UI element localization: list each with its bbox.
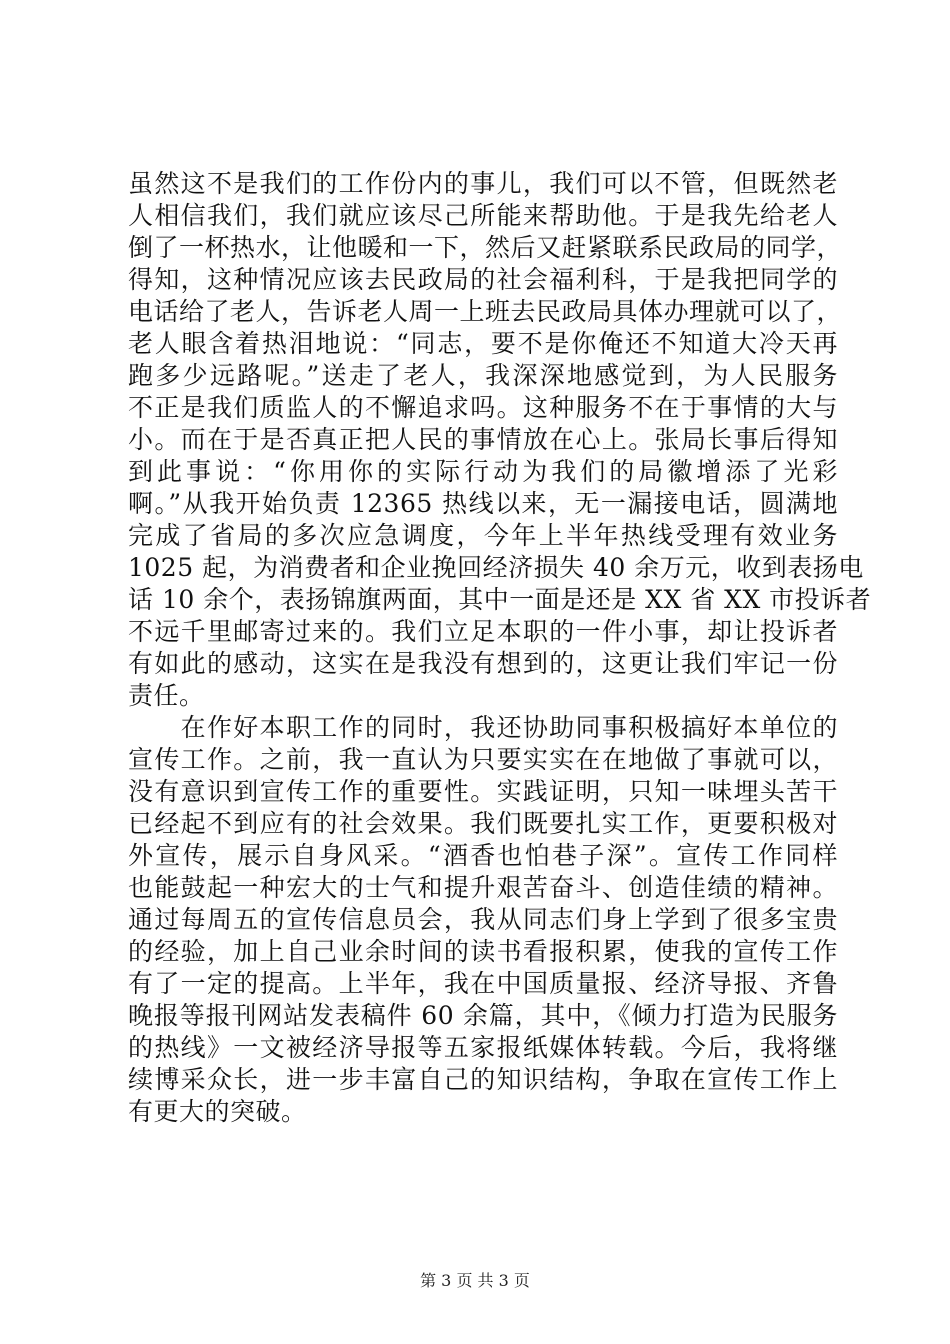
text-line: 有如此的感动，这实在是我没有想到的，这更让我们牢记一份 xyxy=(128,649,838,678)
text-line: 老人眼含着热泪地说：“同志，要不是你俺还不知道大冷天再 xyxy=(128,329,838,358)
text-line: 啊。”从我开始负责 12365 热线以来，无一漏接电话，圆满地 xyxy=(128,489,838,518)
text-line: 不远千里邮寄过来的。我们立足本职的一件小事，却让投诉者 xyxy=(128,617,838,646)
text-line: 责任。 xyxy=(128,681,205,710)
text-line: 倒了一杯热水，让他暖和一下，然后又赶紧联系民政局的同学， xyxy=(128,233,843,262)
page-number-footer: 第 3 页 共 3 页 xyxy=(420,1271,530,1290)
text-line: 得知，这种情况应该去民政局的社会福利科，于是我把同学的 xyxy=(128,265,838,294)
text-line: 完成了省局的多次应急调度，今年上半年热线受理有效业务 xyxy=(128,521,838,550)
text-line: 续博采众长，进一步丰富自己的知识结构，争取在宣传工作上 xyxy=(128,1065,838,1094)
text-line: 小。而在于是否真正把人民的事情放在心上。张局长事后得知 xyxy=(128,425,838,454)
text-line: 不正是我们质监人的不懈追求吗。这种服务不在于事情的大与 xyxy=(128,393,838,422)
text-line: 到此事说：“你用你的实际行动为我们的局徽增添了光彩 xyxy=(128,457,838,486)
text-line: 电话给了老人，告诉老人周一上班去民政局具体办理就可以了， xyxy=(128,297,843,326)
text-line: 没有意识到宣传工作的重要性。实践证明，只知一味埋头苦干 xyxy=(128,777,838,806)
text-line: 有了一定的提高。上半年，我在中国质量报、经济导报、齐鲁 xyxy=(128,969,838,998)
text-line: 的热线》一文被经济导报等五家报纸媒体转载。今后，我将继 xyxy=(128,1033,838,1062)
text-line: 也能鼓起一种宏大的士气和提升艰苦奋斗、创造佳绩的精神。 xyxy=(128,873,838,902)
text-line: 1025 起，为消费者和企业挽回经济损失 40 余万元，收到表扬电 xyxy=(128,553,864,582)
text-line: 已经起不到应有的社会效果。我们既要扎实工作，更要积极对 xyxy=(128,809,838,838)
body-text xyxy=(128,168,872,1128)
text-line: 通过每周五的宣传信息员会，我从同志们身上学到了很多宝贵 xyxy=(128,905,838,934)
text-line: 人相信我们，我们就应该尽己所能来帮助他。于是我先给老人 xyxy=(128,201,838,230)
text-line: 在作好本职工作的同时，我还协助同事积极搞好本单位的 xyxy=(128,713,838,742)
text-line: 有更大的突破。 xyxy=(128,1097,307,1126)
text-line: 跑多少远路呢。”送走了老人，我深深地感觉到，为人民服务 xyxy=(128,361,838,390)
text-line: 宣传工作。之前，我一直认为只要实实在在地做了事就可以， xyxy=(128,745,838,774)
text-line: 话 10 余个，表扬锦旗两面，其中一面是还是 XX 省 XX 市投诉者 xyxy=(128,585,872,614)
text-line: 的经验，加上自己业余时间的读书看报积累，使我的宣传工作 xyxy=(128,937,838,966)
text-line: 外宣传，展示自身风采。“酒香也怕巷子深”。宣传工作同样 xyxy=(128,841,838,870)
text-line: 晚报等报刊网站发表稿件 60 余篇，其中，《倾力打造为民服务 xyxy=(128,1001,838,1030)
text-line: 虽然这不是我们的工作份内的事儿，我们可以不管，但既然老 xyxy=(128,169,838,198)
